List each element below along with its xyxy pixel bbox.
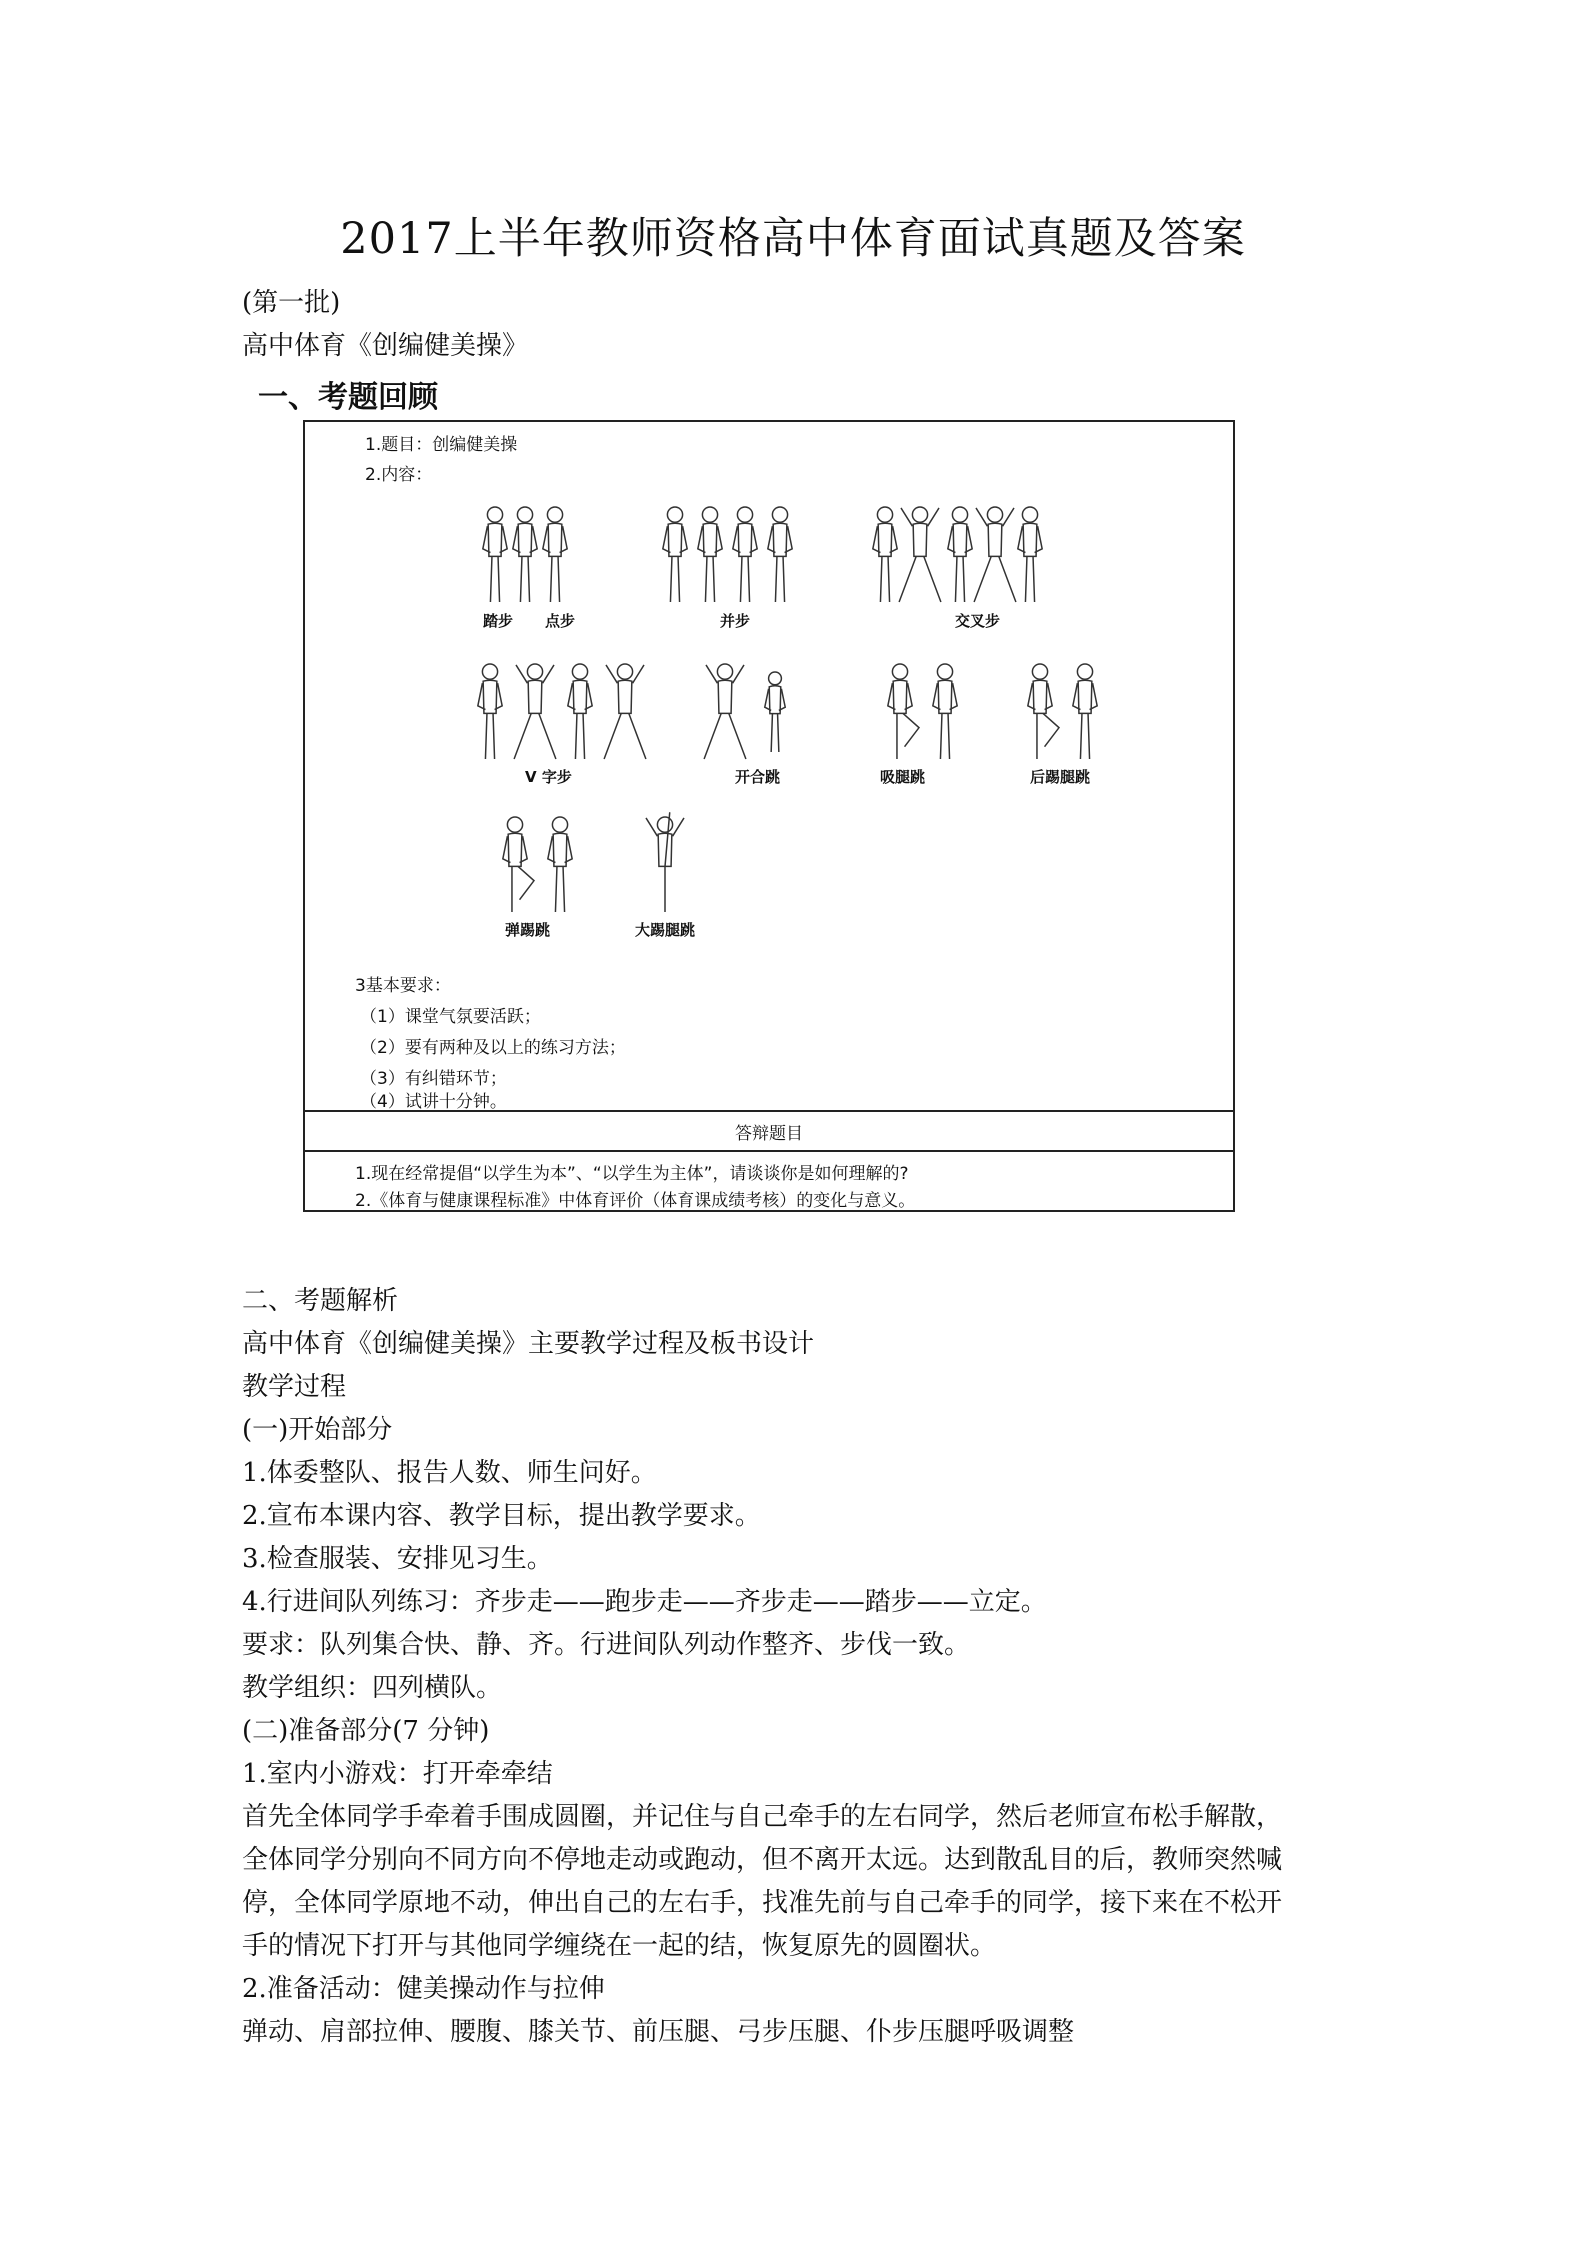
figure-illustration xyxy=(899,507,941,602)
analysis-line: 手的情况下打开与其他同学缠绕在一起的结，恢复原先的圆圈状。 xyxy=(242,1931,997,1961)
figure-illustration xyxy=(768,507,792,602)
figure-illustration xyxy=(704,664,746,759)
figure-illustration xyxy=(1028,664,1059,759)
figure-illustration xyxy=(888,664,919,759)
label-cross-step: 交叉步 xyxy=(955,612,1001,630)
figure-illustration xyxy=(568,664,592,759)
analysis-line: 首先全体同学手牵着手围成圆圈，并记住与自己牵手的左右同学，然后老师宣布松手解散， xyxy=(242,1802,1283,1832)
figure-illustration xyxy=(873,507,897,602)
analysis-line: (二)准备部分(7 分钟) xyxy=(242,1716,490,1746)
label-marching-step: 踏步 xyxy=(483,612,514,630)
analysis-line: 1.体委整队、报告人数、师生问好。 xyxy=(242,1458,657,1488)
figure-illustration xyxy=(733,507,757,602)
figure-illustration xyxy=(765,672,785,752)
analysis-line: 二、考题解析 xyxy=(242,1286,399,1316)
analysis-line: 4.行进间队列练习：齐步走——跑步走——齐步走——踏步——立定。 xyxy=(242,1587,1047,1617)
batch-note: (第一批) xyxy=(242,288,341,318)
analysis-line: 高中体育《创编健美操》主要教学过程及板书设计 xyxy=(242,1329,815,1359)
box-divider-top xyxy=(305,1110,1233,1112)
section1-heading: 一、考题回顾 xyxy=(258,380,438,415)
figure-illustration xyxy=(948,507,972,602)
figure-illustration xyxy=(548,817,572,912)
requirement-4: （4）试讲十分钟。 xyxy=(360,1092,507,1112)
label-high-kick-jump: 大踢腿跳 xyxy=(635,921,696,939)
requirements-label: 3基本要求： xyxy=(355,976,451,996)
exam-content-label: 2.内容： xyxy=(365,465,433,485)
analysis-line: 1.室内小游戏：打开牵牵结 xyxy=(242,1759,553,1789)
figure-illustration xyxy=(663,507,687,602)
requirement-3: （3）有纠错环节； xyxy=(360,1069,507,1089)
analysis-body xyxy=(242,1280,1362,2054)
figure-illustration xyxy=(974,507,1016,602)
figure-illustration xyxy=(646,812,684,912)
subject-line: 高中体育《创编健美操》 xyxy=(242,331,529,361)
figure-illustration xyxy=(478,664,502,759)
analysis-line: 弹动、肩部拉伸、腰腹、膝关节、前压腿、弓步压腿、仆步压腿呼吸调整 xyxy=(242,2017,1075,2047)
analysis-line: 2.准备活动：健美操动作与拉伸 xyxy=(242,1974,605,2004)
aerobics-figures xyxy=(305,422,1233,1102)
analysis-line: (一)开始部分 xyxy=(242,1415,393,1445)
label-point-step: 点步 xyxy=(545,612,576,630)
analysis-line: 2.宣布本课内容、教学目标，提出教学要求。 xyxy=(242,1501,761,1531)
requirement-2: （2）要有两种及以上的练习方法； xyxy=(360,1038,626,1058)
analysis-line: 全体同学分别向不同方向不停地走动或跑动，但不离开太远。达到散乱目的后，教师突然喊 xyxy=(242,1845,1283,1875)
exam-topic: 1.题目：创编健美操 xyxy=(365,435,518,455)
figure-illustration xyxy=(503,817,534,912)
figure-illustration xyxy=(543,507,567,602)
analysis-line: 教学过程 xyxy=(242,1372,347,1402)
figure-illustration xyxy=(513,507,537,602)
document-title: 2017上半年教师资格高中体育面试真题及答案 xyxy=(340,214,1246,264)
analysis-line: 停，全体同学原地不动，伸出自己的左右手，找准先前与自己牵手的同学，接下来在不松开 xyxy=(242,1888,1283,1918)
figure-illustration xyxy=(604,664,646,759)
label-knee-lift-jump: 吸腿跳 xyxy=(880,768,926,786)
exam-question-box xyxy=(303,420,1235,1212)
figure-illustration xyxy=(1018,507,1042,602)
label-v-step: V 字步 xyxy=(525,768,572,786)
figure-illustration xyxy=(933,664,957,759)
defense-question-1: 1.现在经常提倡“以学生为本”、“以学生为主体”，请谈谈你是如何理解的? xyxy=(355,1164,909,1184)
label-jumping-jack: 开合跳 xyxy=(735,768,781,786)
requirement-1: （1）课堂气氛要活跃； xyxy=(360,1007,541,1027)
defense-heading: 答辩题目 xyxy=(735,1124,803,1144)
label-step-together: 并步 xyxy=(720,612,751,630)
box-divider-bottom xyxy=(305,1150,1233,1152)
label-flick-kick-jump: 弹踢跳 xyxy=(505,921,551,939)
figure-illustration xyxy=(698,507,722,602)
figure-illustration xyxy=(483,507,507,602)
analysis-line: 3.检查服装、安排见习生。 xyxy=(242,1544,553,1574)
figure-illustration xyxy=(514,664,556,759)
figure-illustration xyxy=(1073,664,1097,759)
analysis-line: 教学组织：四列横队。 xyxy=(242,1673,503,1703)
analysis-line: 要求：队列集合快、静、齐。行进间队列动作整齐、步伐一致。 xyxy=(242,1630,971,1660)
label-back-kick-jump: 后踢腿跳 xyxy=(1030,768,1091,786)
defense-question-2: 2.《体育与健康课程标准》中体育评价（体育课成绩考核）的变化与意义。 xyxy=(355,1191,916,1211)
